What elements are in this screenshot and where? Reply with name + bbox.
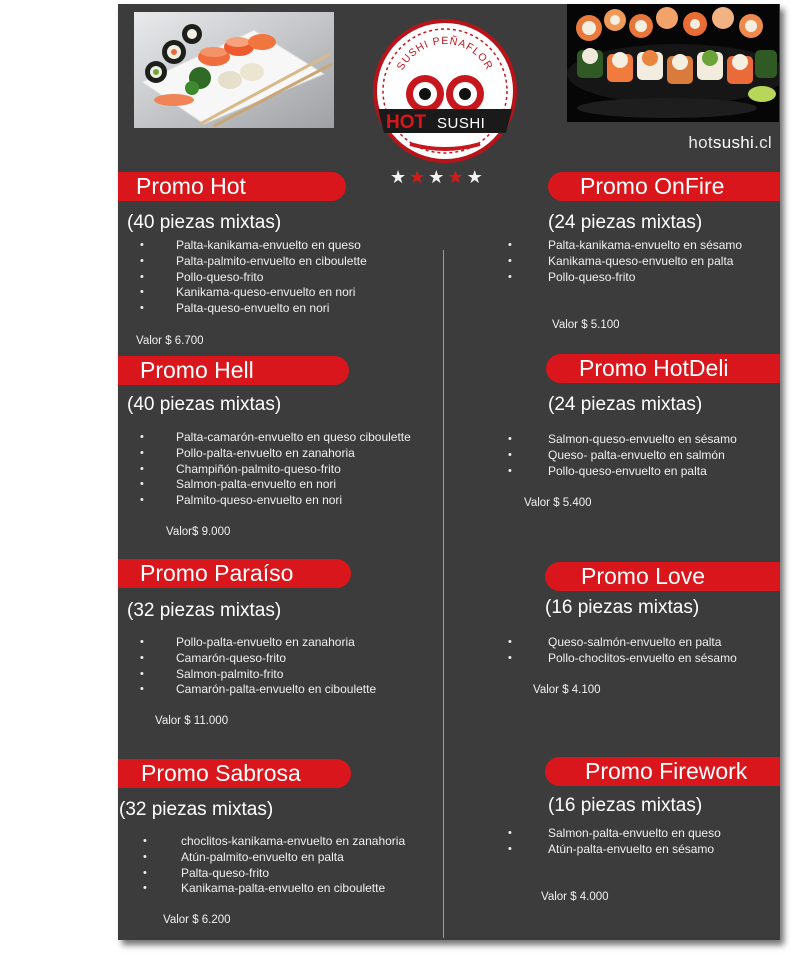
website-text: hotsushi.cl [688, 133, 772, 152]
list-item: • Camarón-palta-envuelto en ciboulette [176, 682, 376, 698]
list-item: • Pollo-queso-envuelto en palta [548, 464, 737, 480]
promo-items [176, 238, 367, 317]
promo-items [548, 635, 737, 667]
promo-title: Promo Hot [118, 172, 346, 201]
sushi-plate-photo [134, 12, 334, 128]
promo-title: Promo Firework [545, 757, 780, 786]
logo-word-sushi: SUSHI [437, 115, 486, 132]
promo-price: Valor $ 4.000 [541, 891, 609, 903]
rating-stars [390, 167, 486, 188]
list-item: • Palmito-queso-envuelto en nori [176, 493, 411, 509]
list-item: • Pollo-queso-frito [548, 270, 742, 286]
promo-price: Valor $ 5.400 [524, 497, 592, 509]
promo-price: Valor$ 9.000 [166, 526, 231, 538]
list-item: • Camarón-queso-frito [176, 651, 376, 667]
logo-top-text: SUSHI PEÑAFLOR [394, 34, 496, 73]
promo-items [548, 238, 742, 285]
list-item: • Atún-palmito-envuelto en palta [181, 850, 405, 866]
promo-subtitle: (16 piezas mixtas) [548, 795, 703, 816]
hot-sushi-logo [370, 16, 520, 166]
list-item: • Salmon-palmito-frito [176, 667, 376, 683]
promo-items [548, 432, 737, 479]
list-item: • Palta-kanikama-envuelto en sésamo [548, 238, 742, 254]
list-item: • Pollo-choclitos-envuelto en sésamo [548, 651, 737, 667]
promo-title: Promo Love [545, 562, 780, 591]
star-icon: ★ [428, 167, 448, 187]
list-item: • Pollo-queso-frito [176, 270, 367, 286]
list-item: • Pollo-palta-envuelto en zanahoria [176, 446, 411, 462]
list-item: • Palta-palmito-envuelto en ciboulette [176, 254, 367, 270]
promo-subtitle: (16 piezas mixtas) [545, 597, 700, 618]
list-item: • Queso- palta-envuelto en salmón [548, 448, 737, 464]
sushi-rolls-photo [567, 4, 779, 122]
promo-subtitle: (24 piezas mixtas) [548, 212, 703, 233]
list-item: • Queso-salmón-envuelto en palta [548, 635, 737, 651]
promo-title: Promo Sabrosa [118, 759, 351, 788]
list-item: • Kanikama-queso-envuelto en nori [176, 285, 367, 301]
star-icon: ★ [409, 167, 429, 187]
list-item: • Atún-palta-envuelto en sésamo [548, 842, 721, 858]
column-divider [443, 250, 444, 938]
promo-price: Valor $ 5.100 [552, 319, 620, 331]
list-item: • Kanikama-palta-envuelto en ciboulette [181, 881, 405, 897]
promo-subtitle: (32 piezas mixtas) [127, 600, 282, 621]
promo-subtitle: (40 piezas mixtas) [127, 212, 282, 233]
star-icon: ★ [447, 167, 467, 187]
star-icon: ★ [390, 167, 410, 187]
list-item: • Palta-camarón-envuelto en queso ciboulette [176, 430, 411, 446]
promo-title: Promo HotDeli [546, 354, 780, 383]
promo-title: Promo Hell [118, 356, 349, 385]
list-item: • Palta-queso-envuelto en nori [176, 301, 367, 317]
list-item: • Pollo-palta-envuelto en zanahoria [176, 635, 376, 651]
promo-price: Valor $ 4.100 [533, 684, 601, 696]
promo-price: Valor $ 6.700 [136, 335, 204, 347]
promo-subtitle: (24 piezas mixtas) [548, 394, 703, 415]
promo-title: Promo OnFire [548, 172, 780, 201]
list-item: • Salmon-palta-envuelto en nori [176, 477, 411, 493]
menu-flyer [118, 4, 780, 940]
star-icon: ★ [466, 167, 486, 187]
promo-price: Valor $ 11.000 [155, 715, 229, 727]
promo-items [176, 635, 376, 698]
list-item: • Palta-queso-frito [181, 866, 405, 882]
list-item: • Palta-kanikama-envuelto en queso [176, 238, 367, 254]
promo-items [548, 826, 721, 858]
promo-subtitle: (32 piezas mixtas) [119, 799, 274, 820]
logo-word-hot: HOT [386, 112, 427, 133]
promo-price: Valor $ 6.200 [163, 914, 231, 926]
list-item: • choclitos-kanikama-envuelto en zanahoria [181, 834, 405, 850]
promo-subtitle: (40 piezas mixtas) [127, 394, 282, 415]
promo-title: Promo Paraíso [118, 559, 351, 588]
list-item: • Salmon-queso-envuelto en sésamo [548, 432, 737, 448]
promo-items [176, 430, 411, 509]
list-item: • Kanikama-queso-envuelto en palta [548, 254, 742, 270]
list-item: • Champiñón-palmito-queso-frito [176, 462, 411, 478]
list-item: • Salmon-palta-envuelto en queso [548, 826, 721, 842]
promo-items [181, 834, 405, 897]
